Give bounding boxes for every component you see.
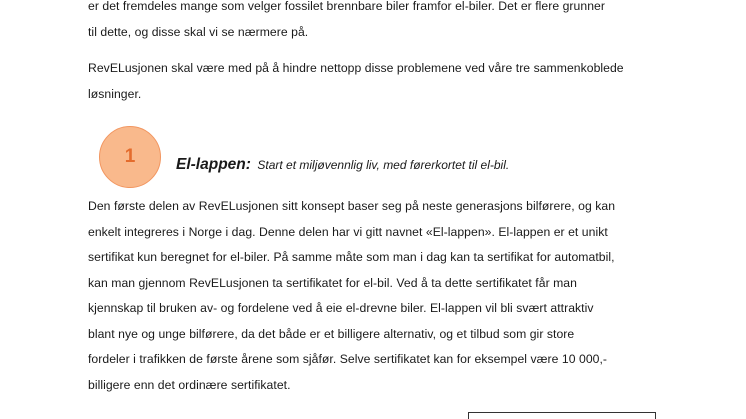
paragraph-line: fordeler i trafikken de første årene som sjåfør. Selve sertifikatet kan for eksempel være 10 000,- <box>88 352 608 366</box>
paragraph-line: blant nye og unge bilførere, da det både er et billigere alternativ, og et tilbud som gir store <box>88 326 575 341</box>
section-title: El-lappen: <box>176 156 251 173</box>
body-paragraph <box>88 194 668 398</box>
section-subtitle: Start et miljøvennlig liv, med førerkortet til el-bil. <box>257 158 510 172</box>
paragraph-line: er det fremdeles mange som velger fossilet brennbare biler framfor el-biler. Det er flere grunner <box>88 0 605 13</box>
section-number: 1 <box>124 146 136 167</box>
section-heading <box>176 156 509 174</box>
paragraph-line: kjennskap til bruken av- og fordelene ved å eie el-drevne biler. El-lappen vil bli svært attraktiv <box>88 301 594 315</box>
paragraph-line: sertifikat kun beregnet for el-biler. På samme måte som man i dag kan ta sertifikat for automatbil, <box>88 250 615 264</box>
paragraph-line: RevELusjonen skal være med på å hindre nettopp disse problemene ved våre tre sammenkoblede <box>88 61 624 75</box>
paragraph-line: Den første delen av RevELusjonen sitt konsept baser seg på neste generasjons bilførere, og kan <box>88 199 616 213</box>
paragraph-line: billigere enn det ordinære sertifikatet. <box>88 377 291 392</box>
paragraph-line: enkelt integreres i Norge i dag. Denne delen har vi gitt navnet «El-lappen». El-lappen er et unikt <box>88 224 608 239</box>
mission-paragraph <box>88 56 668 107</box>
figure-frame-edge <box>468 412 656 419</box>
intro-paragraph <box>88 0 668 45</box>
section-number-badge <box>99 126 161 188</box>
paragraph-line: til dette, og disse skal vi se nærmere på. <box>88 24 309 39</box>
paragraph-line: løsninger. <box>88 86 142 101</box>
paragraph-line: kan man gjennom RevELusjonen ta sertifikatet for el-bil. Ved å ta dette sertifikatet får man <box>88 275 577 290</box>
